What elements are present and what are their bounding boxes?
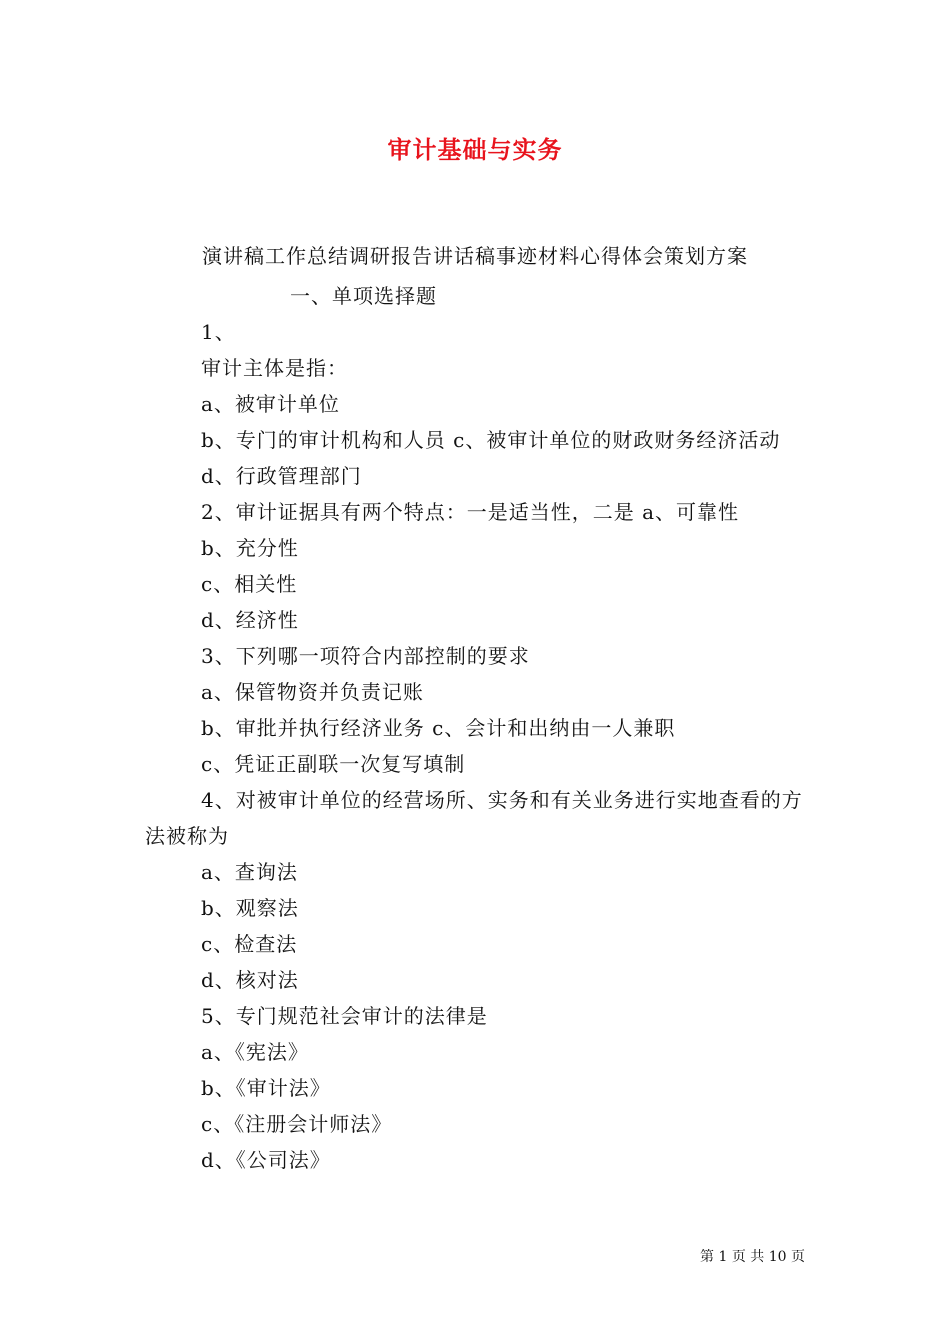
option: b、《审计法》 (201, 1076, 331, 1100)
question-text: 2、审计证据具有两个特点：一是适当性，二是 a、可靠性 (201, 500, 740, 524)
option: a、被审计单位 (201, 392, 340, 416)
option: b、专门的审计机构和人员 c、被审计单位的财政财务经济活动 (201, 428, 781, 452)
question-number: 1、 (201, 320, 236, 344)
document-title: 审计基础与实务 (387, 135, 563, 164)
question-text: 3、下列哪一项符合内部控制的要求 (201, 644, 530, 668)
option: d、《公司法》 (201, 1148, 331, 1172)
section-heading: 一、单项选择题 (290, 284, 437, 308)
option: a、查询法 (201, 860, 298, 884)
option: d、核对法 (201, 968, 299, 992)
option: c、检查法 (201, 932, 298, 956)
question-text: 审计主体是指： (201, 356, 348, 380)
question-text: 4、对被审计单位的经营场所、实务和有关业务进行实地查看的方法被称为 (145, 788, 803, 848)
option: b、充分性 (201, 536, 299, 560)
option: c、凭证正副联一次复写填制 (201, 752, 466, 776)
option: b、观察法 (201, 896, 299, 920)
question-text: 5、专门规范社会审计的法律是 (201, 1004, 488, 1028)
option: a、保管物资并负责记账 (201, 680, 424, 704)
option: d、经济性 (201, 608, 299, 632)
option: d、行政管理部门 (201, 464, 362, 488)
option: b、审批并执行经济业务 c、会计和出纳由一人兼职 (201, 716, 676, 740)
option: a、《宪法》 (201, 1040, 309, 1064)
option: c、相关性 (201, 572, 298, 596)
document-body (145, 278, 810, 1178)
option: c、《注册会计师法》 (201, 1112, 393, 1136)
page-number: 第 1 页 共 10 页 (700, 1249, 805, 1265)
document-subtitle: 演讲稿工作总结调研报告讲话稿事迹材料心得体会策划方案 (202, 244, 748, 268)
